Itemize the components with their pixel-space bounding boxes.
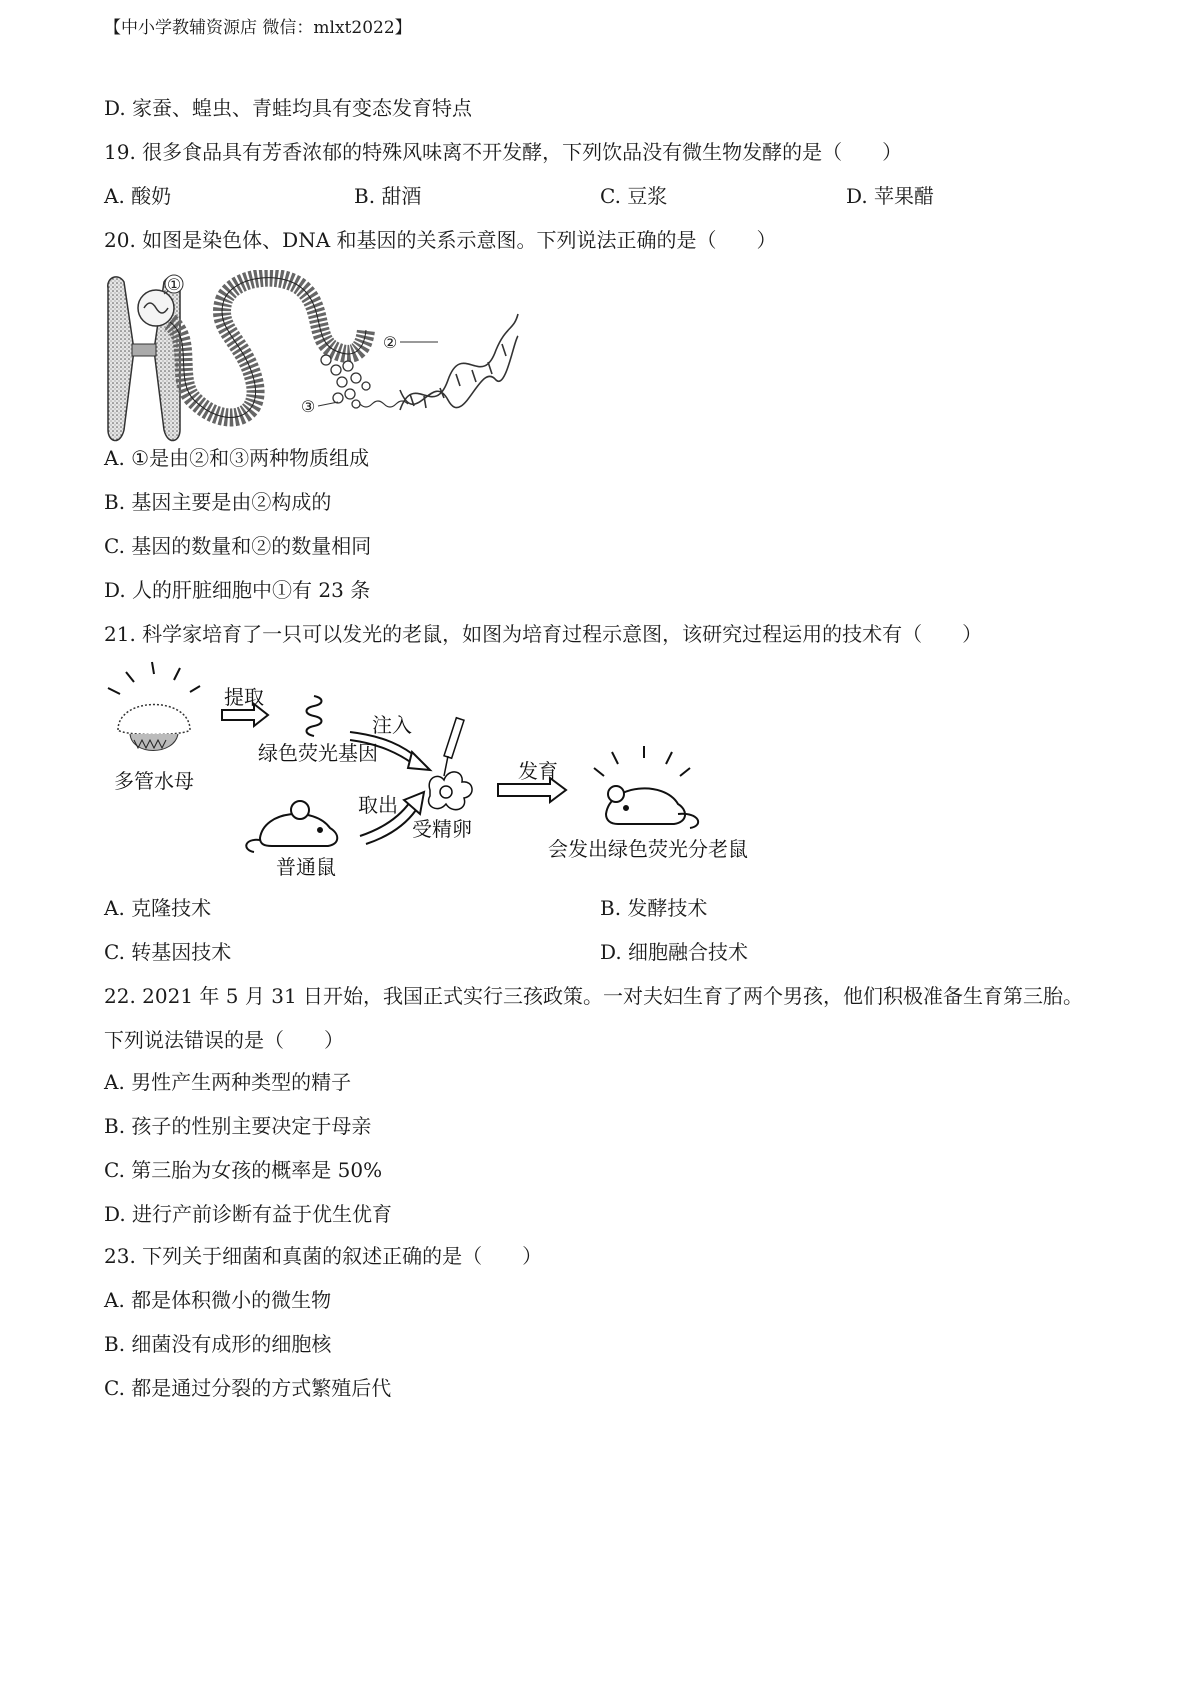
label-gene: 绿色荧光基因 <box>258 741 378 765</box>
needle-icon <box>444 718 464 776</box>
q19-option-d: D. 苹果醋 <box>846 184 935 208</box>
q23-option-c: C. 都是通过分裂的方式繁殖后代 <box>104 1376 392 1400</box>
q22-option-a: A. 男性产生两种类型的精子 <box>104 1070 352 1094</box>
q19-option-c: C. 豆浆 <box>600 184 668 208</box>
q21-option-b: B. 发酵技术 <box>600 896 708 920</box>
q19-option-a: A. 酸奶 <box>104 184 172 208</box>
label-egg: 受精卵 <box>412 817 472 841</box>
label-extract: 提取 <box>224 685 264 709</box>
q22-option-b: B. 孩子的性别主要决定于母亲 <box>104 1114 372 1138</box>
page-header: 【中小学教辅资源店 微信：mlxt2022】 <box>104 18 412 38</box>
q20-option-c: C. 基因的数量和②的数量相同 <box>104 534 372 558</box>
gene-coil-icon <box>307 696 322 736</box>
jellyfish-shape <box>118 705 190 751</box>
figure-label-2: ② <box>382 333 398 352</box>
normal-mouse-icon <box>246 801 337 852</box>
fertilized-egg-icon <box>429 772 473 810</box>
chromosome-dna-gene-figure <box>104 270 524 452</box>
figure-label-3: ③ <box>300 397 316 416</box>
q20-option-d: D. 人的肝脏细胞中①有 23 条 <box>104 578 371 602</box>
label-normal-mouse: 普通鼠 <box>276 855 336 879</box>
label-takeout: 取出 <box>358 793 398 817</box>
nucleosome-beads <box>321 355 370 408</box>
label-result-mouse: 会发出绿色荧光分老鼠 <box>548 837 748 861</box>
q20-option-a: A. ①是由②和③两种物质组成 <box>104 446 370 470</box>
q21-option-c: C. 转基因技术 <box>104 940 232 964</box>
dna-double-helix <box>400 314 518 410</box>
jellyfish-rays <box>108 662 200 694</box>
q20-stem: 20. 如图是染色体、DNA 和基因的关系示意图。下列说法正确的是（ ） <box>104 228 777 252</box>
q23-stem: 23. 下列关于细菌和真菌的叙述正确的是（ ） <box>104 1244 543 1268</box>
q21-option-a: A. 克隆技术 <box>104 896 212 920</box>
label-inject: 注入 <box>372 713 412 737</box>
q21-stem: 21. 科学家培育了一只可以发光的老鼠，如图为培育过程示意图，该研究过程运用的技术有（ ） <box>104 622 983 646</box>
q22-option-c: C. 第三胎为女孩的概率是 50% <box>104 1158 383 1182</box>
glowing-mouse-process-figure <box>104 660 764 880</box>
figure-label-1: ① <box>166 275 182 294</box>
q22-stem-line1: 22. 2021 年 5 月 31 日开始，我国正式实行三孩政策。一对夫妇生育了两个男孩，他们积极准备生育第三胎。 <box>104 984 1084 1008</box>
q23-option-b: B. 细菌没有成形的细胞核 <box>104 1332 332 1356</box>
q23-option-a: A. 都是体积微小的微生物 <box>104 1288 332 1312</box>
q18-option-d: D. 家蚕、蝗虫、青蛙均具有变态发育特点 <box>104 96 473 120</box>
label-jellyfish: 多管水母 <box>114 769 194 793</box>
q19-stem: 19. 很多食品具有芳香浓郁的特殊风味离不开发酵，下列饮品没有微生物发酵的是（ ） <box>104 140 903 164</box>
q21-option-d: D. 细胞融合技术 <box>600 940 749 964</box>
glow-rays <box>594 746 690 776</box>
glowing-mouse-icon <box>606 786 698 828</box>
q22-stem-line2: 下列说法错误的是（ ） <box>104 1028 344 1052</box>
q20-option-b: B. 基因主要是由②构成的 <box>104 490 332 514</box>
q22-option-d: D. 进行产前诊断有益于优生优育 <box>104 1202 393 1226</box>
label-develop: 发育 <box>518 759 558 783</box>
q19-option-b: B. 甜酒 <box>354 184 422 208</box>
